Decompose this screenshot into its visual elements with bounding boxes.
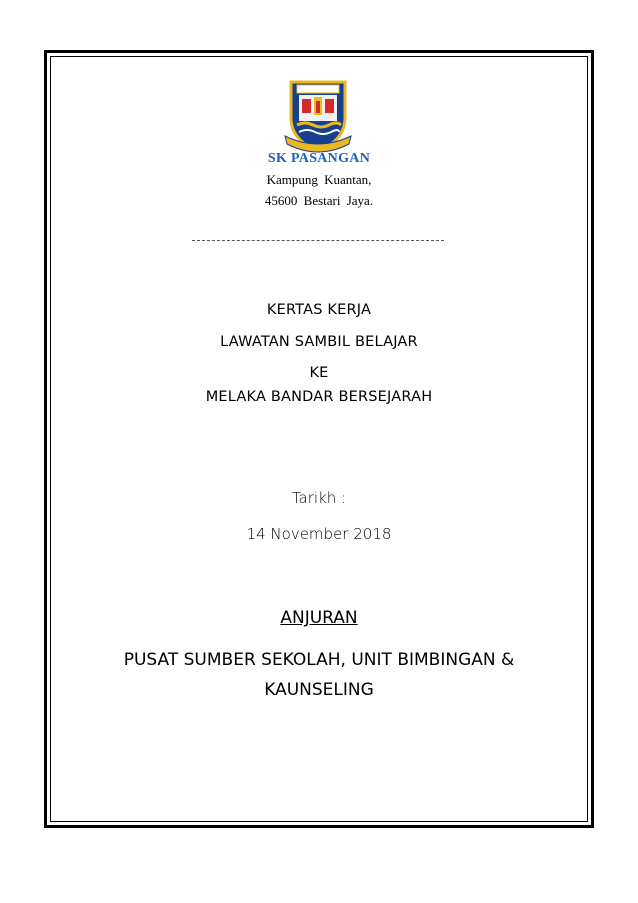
school-address-line-1: Kampung Kuantan, [266,172,372,187]
organizer-line-2: KAUNSELING [264,680,374,700]
school-address-line-2: 45600 Bestari Jaya. [264,193,374,208]
separator-line [192,240,444,241]
organizer-heading: ANJURAN [280,608,358,628]
title-line-4: MELAKA BANDAR BERSEJARAH [205,389,433,405]
date-value: 14 November 2018 [246,525,392,543]
date-label: Tarikh : [291,489,347,507]
title-line-2: LAWATAN SAMBIL BELAJAR [220,334,418,350]
page-border-inner [50,56,588,822]
title-line-1: KERTAS KERJA [266,302,372,318]
school-crest-icon [283,78,353,154]
school-name: SK PASANGAN [267,151,371,166]
organizer-line-1: PUSAT SUMBER SEKOLAH, UNIT BIMBINGAN & [123,650,515,670]
title-line-3: KE [309,365,329,381]
